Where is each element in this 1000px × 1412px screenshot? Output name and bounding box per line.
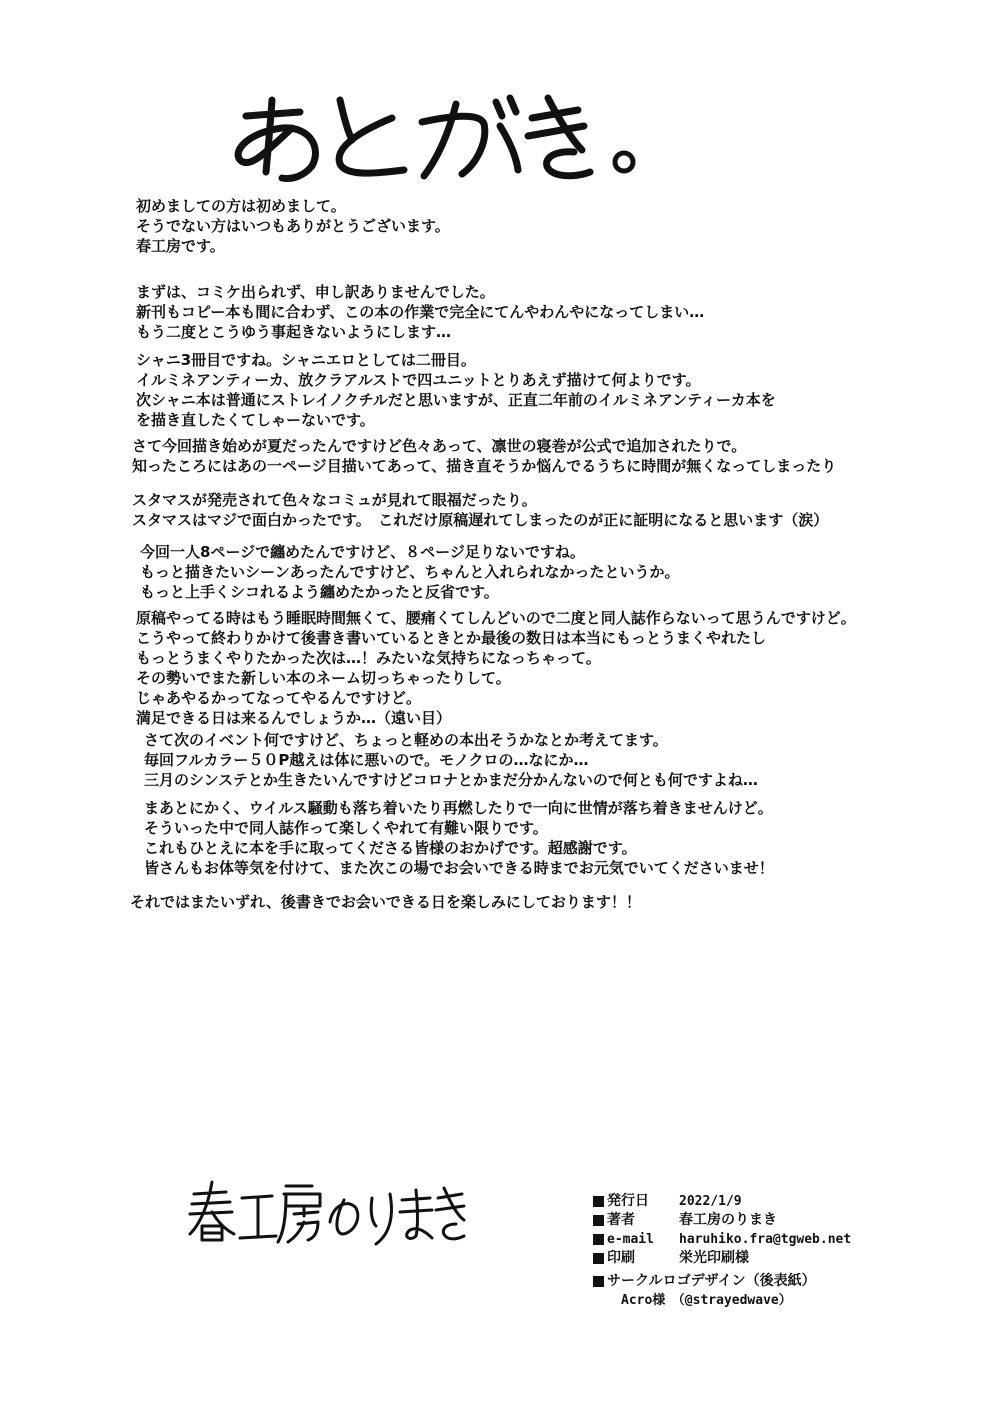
text-line: 三月のシンステとか生きたいんですけどコロナとかまだ分かんないので何とも何ですよね…: [144, 771, 758, 789]
text-line: そういった中で同人誌作って楽しくやれて有難い限りです。: [144, 819, 548, 837]
paragraph-1: [136, 196, 450, 256]
logo-credit-value: Acro様 （@strayedwave）: [621, 1293, 792, 1308]
paragraph-6: [140, 542, 680, 602]
text-line: それではまたいずれ、後書きでお会いできる日を楽しみにしております！！: [130, 893, 641, 911]
heading-handwriting: [0, 0, 1000, 200]
signature-handwriting: [186, 1176, 466, 1252]
issue-date-value: 2022/1/9: [679, 1194, 742, 1209]
paragraph-4: [132, 436, 836, 476]
paragraph-5: [132, 490, 828, 530]
text-line: 満足できる日は来るんでしょうか…（遠い目）: [136, 709, 452, 727]
email-value: haruhiko.fra@tgweb.net: [679, 1232, 852, 1247]
colophon-logo-credit: [593, 1291, 923, 1310]
handwritten-signature: [186, 1176, 466, 1252]
text-line: スタマスが発売されて色々なコミュが見れて眼福だったり。: [132, 491, 537, 509]
text-line: 原稿やってる時はもう睡眠時間無くて、腰痛くてしんどいので二度と同人誌作らないって思うんですけど。: [136, 609, 856, 627]
text-line: もっとうまくやりたかった次は…！みたいな気持ちになっちゃって。: [136, 649, 601, 667]
text-line: もっと上手くシコれるよう纏めたかったと反省です。: [140, 583, 499, 601]
text-line: こうやって終わりかけて後書き書いているときとか最後の数日は本当にもっとうまくやれたし: [136, 629, 767, 647]
text-line: 毎回フルカラー５０P越えは体に悪いので。モノクロの…なにか…: [144, 751, 589, 769]
text-line: スタマスはマジで面白かったです。 これだけ原稿遅れてしまったのが正に証明になると思います（涙）: [132, 511, 829, 529]
printer-label: 印刷: [607, 1250, 635, 1266]
text-line: まあとにかく、ウイルス騒動も落ち着いたり再燃したりで一向に世情が落ち着きませんけど。: [144, 799, 773, 817]
text-line: 新刊もコピー本も間に合わず、この本の作業で完全にてんやわんやになってしまい…: [136, 303, 705, 321]
paragraph-2: [136, 282, 704, 342]
text-line: イルミネアンティーカ、放クラアルストで四ユニットとりあえず描けて何よりです。: [136, 371, 701, 389]
text-line: まずは、コミケ出られず、申し訳ありませんでした。: [136, 283, 495, 301]
colophon-author: [593, 1211, 923, 1230]
text-line: その勢いでまた新しい本のネーム切っちゃったりして。: [136, 669, 511, 687]
text-line: さて次のイベント何ですけど、ちょっと軽めの本出そうかなとか考えてます。: [144, 731, 668, 749]
square-bullet-icon: [593, 1234, 604, 1245]
text-line: もう二度とこうゆう事起きないようにします…: [136, 323, 452, 341]
issue-date-label: 発行日: [607, 1193, 649, 1209]
text-line: 春工房です。: [136, 237, 225, 255]
paragraph-3: [136, 350, 776, 430]
colophon-issue-date: [593, 1192, 923, 1211]
text-line: を描き直したくてしゃーないです。: [136, 411, 375, 429]
square-bullet-icon: [593, 1253, 604, 1264]
text-line: じゃあやるかってなってやるんですけど。: [136, 689, 422, 707]
text-line: 知ったころにはあの一ページ目描いてあって、描き直そうか悩んでるうちに時間が無くなってしまったり: [132, 457, 837, 475]
colophon-email: [593, 1230, 923, 1249]
text-line: 皆さんもお体等気を付けて、また次この場でお会いできる時までお元気でいてくださいませ！: [144, 859, 774, 877]
colophon-printer: [593, 1249, 923, 1268]
logo-design-label: サークルロゴデザイン（後表紙）: [607, 1273, 816, 1289]
printer-value: 栄光印刷様: [679, 1250, 749, 1266]
email-label: e-mail: [607, 1232, 654, 1247]
text-line: 初めましての方は初めまして。: [136, 197, 346, 215]
square-bullet-icon: [593, 1276, 604, 1287]
afterword-heading: [0, 0, 1000, 200]
text-line: 今回一人8ページで纏めたんですけど、８ページ足りないですね。: [140, 543, 585, 561]
paragraph-10: [130, 892, 641, 912]
colophon-logo-design: [593, 1272, 923, 1291]
square-bullet-icon: [593, 1196, 604, 1207]
author-value: 春工房のりまき: [679, 1212, 777, 1228]
text-line: シャニ3冊目ですね。シャニエロとしては二冊目。: [136, 351, 476, 369]
author-label: 著者: [607, 1212, 635, 1228]
text-line: さて今回描き始めが夏だったんですけど色々あって、凛世の寝巻が公式で追加されたりで。: [132, 437, 747, 455]
text-line: もっと描きたいシーンあったんですけど、ちゃんと入れられなかったというか。: [140, 563, 680, 581]
text-line: そうでない方はいつもありがとうございます。: [136, 217, 450, 235]
colophon: [593, 1192, 923, 1310]
paragraph-7: [136, 608, 856, 728]
paragraph-8: [144, 730, 758, 790]
text-line: 次シャニ本は普通にストレイノクチルだと思いますが、正直二年前のイルミネアンティーカ本を: [136, 391, 776, 409]
paragraph-9: [144, 798, 774, 878]
square-bullet-icon: [593, 1215, 604, 1226]
text-line: これもひとえに本を手に取ってくださる皆様のおかげです。超感謝です。: [144, 839, 637, 857]
